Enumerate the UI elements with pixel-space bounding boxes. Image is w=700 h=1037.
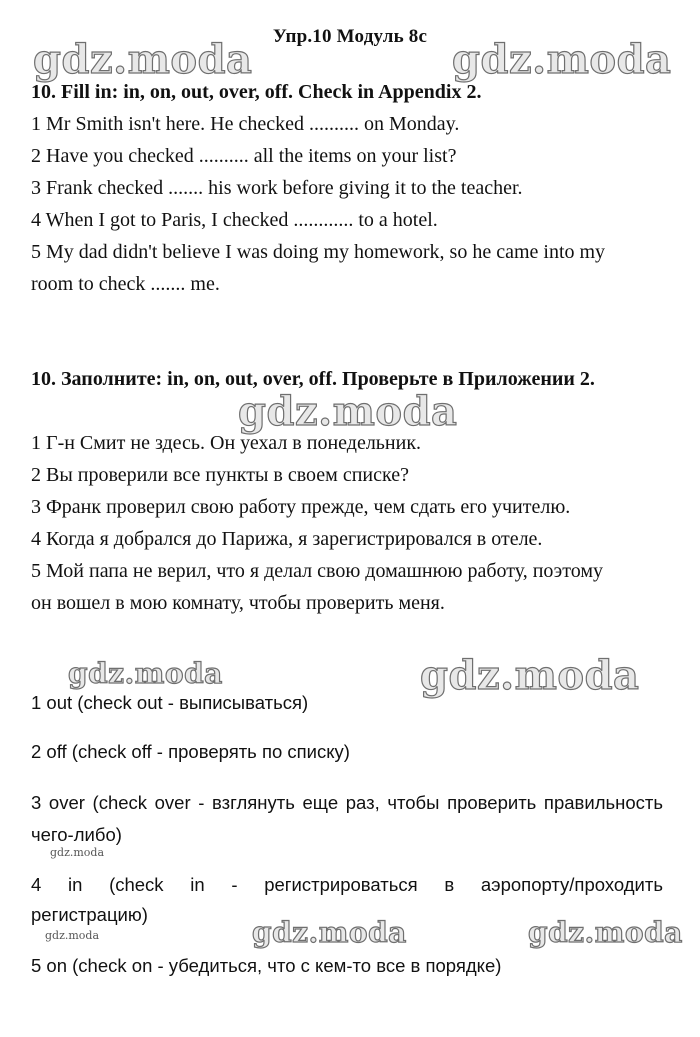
watermark-answers-right: gdz.moda xyxy=(420,652,640,699)
russian-heading: 10. Заполните: in, on, out, over, off. Проверьте в Приложении 2. xyxy=(31,368,595,390)
english-item-4: 4 When I got to Paris, I checked ............ to a hotel. xyxy=(31,209,438,231)
english-item-3: 3 Frank checked ....... his work before giving it to the teacher. xyxy=(31,177,523,199)
english-item-1: 1 Mr Smith isn't here. He checked .......... on Monday. xyxy=(31,113,460,135)
watermark-top-right: gdz.moda xyxy=(452,36,672,83)
russian-item-5: 5 Мой папа не верил, что я делал свою домашнюю работу, поэтому xyxy=(31,560,604,582)
watermark-small-2: gdz.moda xyxy=(45,929,100,942)
watermark-small-1: gdz.moda xyxy=(50,846,105,859)
russian-item-4: 4 Когда я добрался до Парижа, я зарегистрировался в отеле. xyxy=(31,528,543,550)
watermark-answers-left: gdz.moda xyxy=(68,657,223,690)
answer-3-cont: чего-либо) xyxy=(31,824,122,845)
english-item-5: 5 My dad didn't believe I was doing my homework, so he came into my xyxy=(31,241,606,263)
english-item-5-cont: room to check ....... me. xyxy=(31,273,220,295)
russian-item-3: 3 Франк проверил свою работу прежде, чем сдать его учителю. xyxy=(31,496,571,518)
answer-1: 1 out (check out - выписываться) xyxy=(31,692,309,713)
english-item-2: 2 Have you checked .......... all the items on your list? xyxy=(31,145,457,167)
watermark-bottom-right: gdz.moda xyxy=(528,916,683,949)
english-heading: 10. Fill in: in, on, out, over, off. Check in Appendix 2. xyxy=(31,81,482,103)
answer-5: 5 on (check on - убедиться, что с кем-то все в порядке) xyxy=(31,955,502,976)
russian-item-5-cont: он вошел в мою комнату, чтобы проверить меня. xyxy=(31,592,445,614)
answer-2: 2 off (check off - проверять по списку) xyxy=(31,741,350,762)
answer-4-cont: регистрацию) xyxy=(31,904,148,925)
russian-item-2: 2 Вы проверили все пункты в своем списке? xyxy=(31,464,409,486)
answer-4: 4 in (check in - регистрироваться в аэропорту/проходить xyxy=(31,874,663,895)
watermark-middle: gdz.moda xyxy=(238,388,458,435)
answer-3: 3 over (check over - взглянуть еще раз, чтобы проверить правильность xyxy=(31,792,663,813)
russian-item-1: 1 Г-н Смит не здесь. Он уехал в понедельник. xyxy=(31,432,422,454)
page-title: Упр.10 Модуль 8с xyxy=(272,26,428,47)
watermark-top-left: gdz.moda xyxy=(33,36,253,83)
watermark-bottom-center: gdz.moda xyxy=(252,916,407,949)
